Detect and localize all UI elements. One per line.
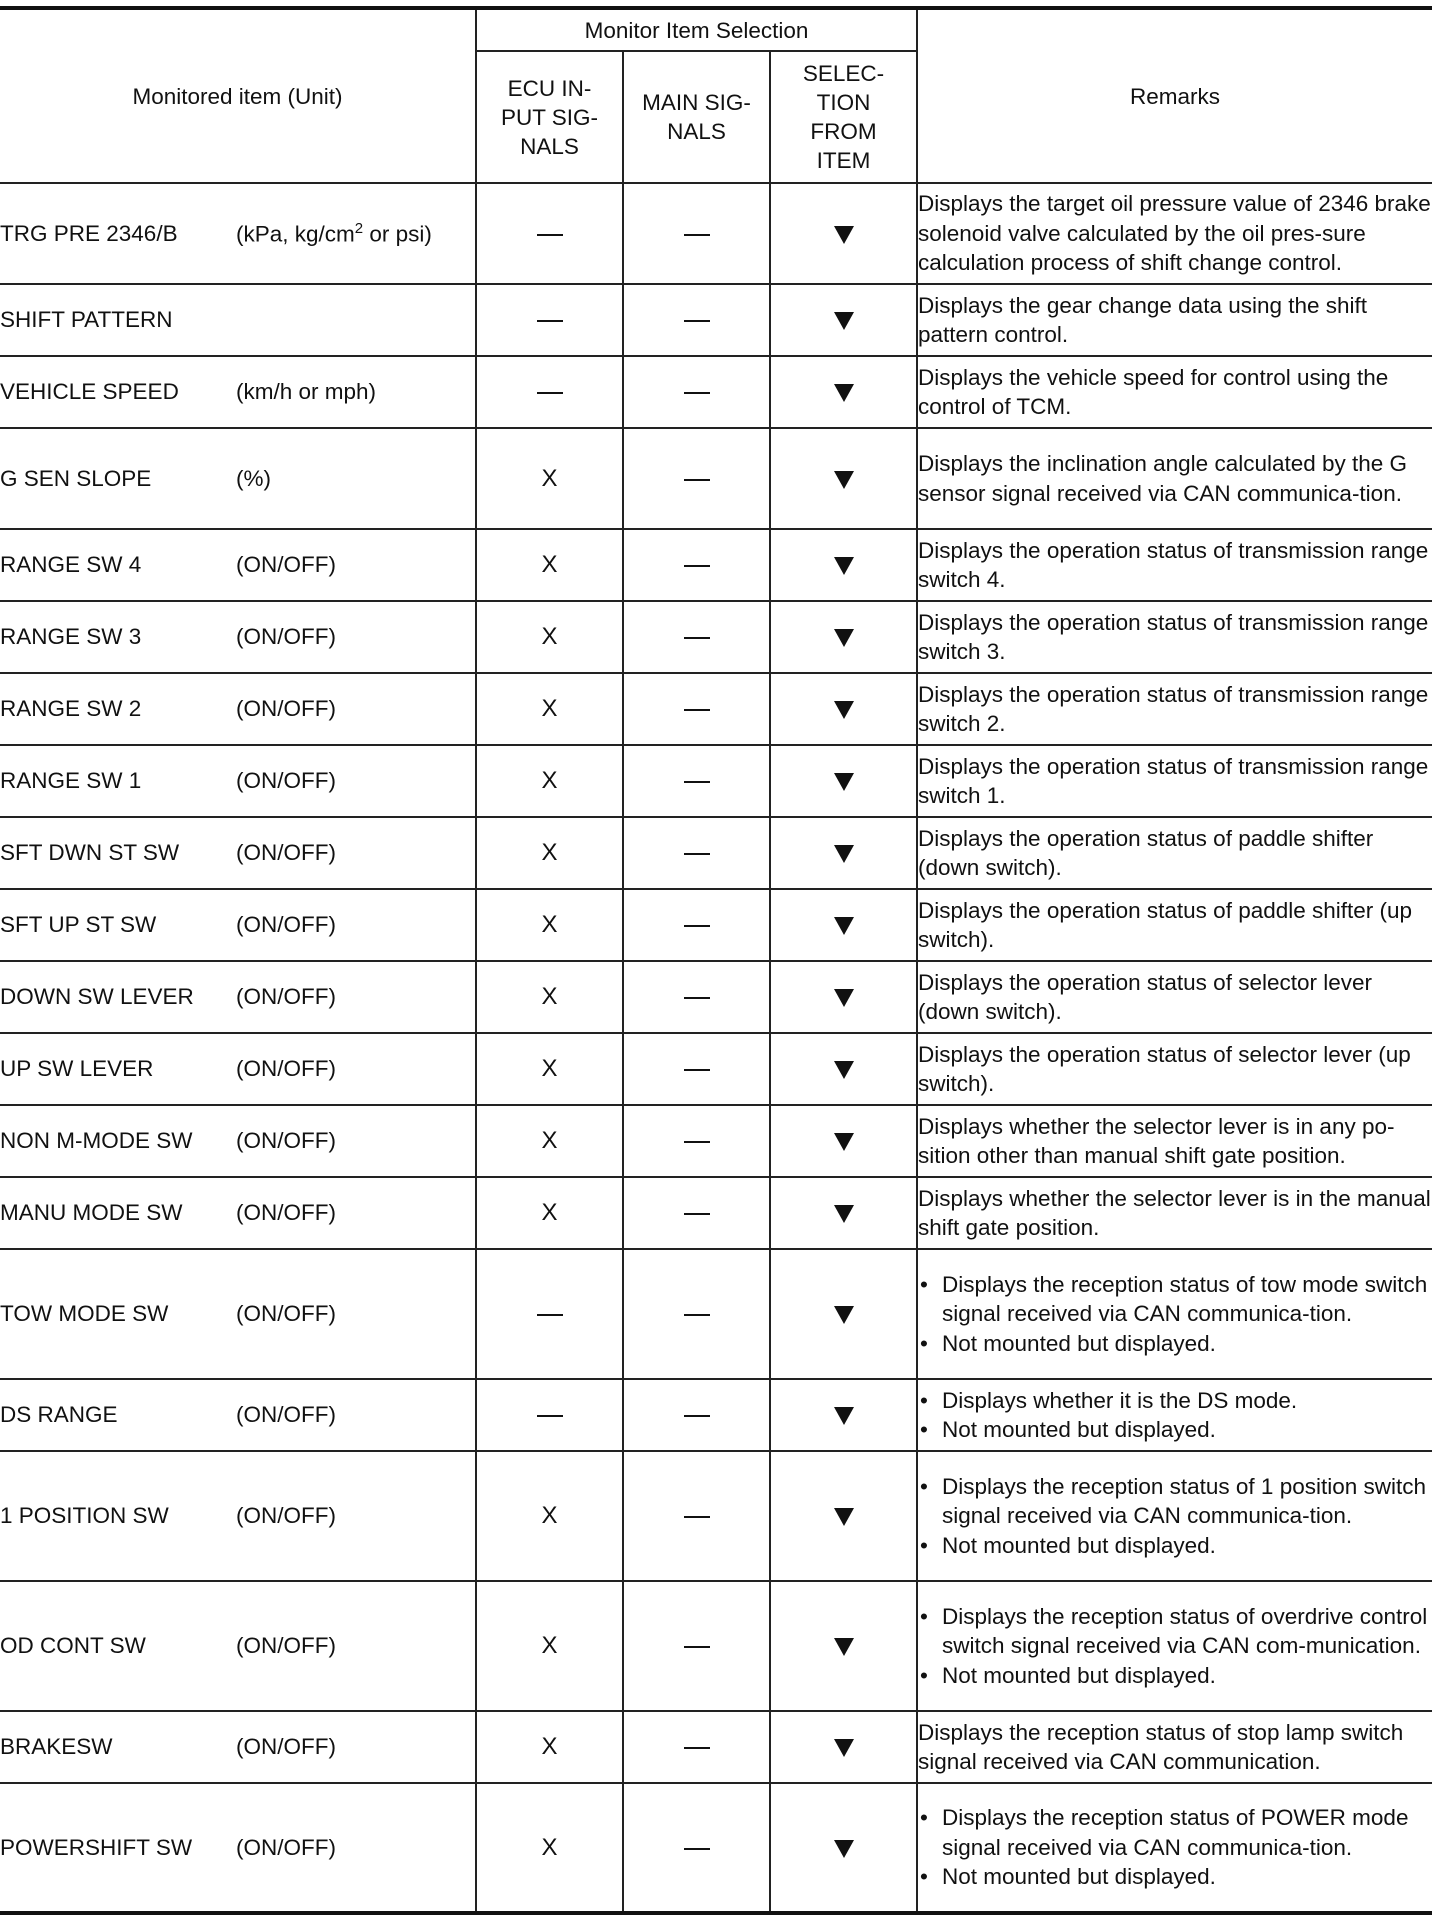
dash-icon	[684, 1213, 710, 1215]
remarks-cell	[917, 1711, 1432, 1783]
x-mark: X	[541, 983, 558, 1010]
ecu-input-mark	[476, 183, 623, 284]
unit-text: (ON/OFF)	[236, 624, 336, 649]
ecu-input-mark	[476, 1711, 623, 1783]
monitored-item-cell	[0, 1105, 476, 1177]
remarks-cell	[917, 1451, 1432, 1581]
selection-mark	[770, 428, 917, 529]
down-triangle-icon	[834, 989, 854, 1007]
item-unit	[236, 1503, 336, 1529]
selection-mark	[770, 1105, 917, 1177]
down-triangle-icon	[834, 1407, 854, 1425]
table-row	[0, 1105, 1432, 1177]
dash-icon	[684, 479, 710, 481]
item-unit	[236, 466, 271, 492]
table-row	[0, 1033, 1432, 1105]
main-signal-mark	[623, 356, 770, 428]
unit-text: (%)	[236, 465, 271, 491]
remarks-list	[918, 1270, 1432, 1359]
main-signal-mark	[623, 1379, 770, 1451]
item-name: TRG PRE 2346/B	[0, 221, 178, 247]
item-unit	[236, 984, 336, 1010]
remarks-text: Displays the gear change data using the shift pattern control.	[918, 292, 1368, 347]
down-triangle-icon	[834, 773, 854, 791]
remarks-list-item: • Not mounted but displayed.	[918, 1661, 1432, 1691]
header-selection-from-item: SELEC- TION FROM ITEM	[770, 51, 917, 183]
item-name: RANGE SW 2	[0, 696, 142, 721]
item-unit	[236, 552, 336, 578]
dash-icon	[684, 1314, 710, 1316]
unit-text: (ON/OFF)	[236, 1200, 336, 1225]
header-monitor-item-selection: Monitor Item Selection	[476, 8, 917, 51]
unit-text: (ON/OFF)	[236, 1633, 336, 1658]
remarks-cell	[917, 1105, 1432, 1177]
dash-icon	[684, 565, 710, 567]
main-signal-mark	[623, 1249, 770, 1379]
item-name: UP SW LEVER	[0, 1056, 154, 1081]
remarks-cell	[917, 1581, 1432, 1711]
dash-icon	[684, 1646, 710, 1648]
dash-icon	[684, 1516, 710, 1518]
remarks-list-item: • Not mounted but displayed.	[918, 1862, 1432, 1892]
dash-icon	[684, 997, 710, 999]
header-monitored-item: Monitored item (Unit)	[0, 8, 476, 183]
ecu-input-mark	[476, 1783, 623, 1913]
remarks-list-item: • Not mounted but displayed.	[918, 1531, 1432, 1561]
table-body	[0, 183, 1432, 1913]
main-signal-mark	[623, 601, 770, 673]
x-mark: X	[541, 911, 558, 938]
remarks-list-item: • Displays whether it is the DS mode.	[918, 1386, 1432, 1416]
monitored-item-cell	[0, 183, 476, 284]
main-signal-mark	[623, 1451, 770, 1581]
table-row	[0, 817, 1432, 889]
item-unit	[236, 1633, 336, 1659]
item-name: VEHICLE SPEED	[0, 379, 179, 404]
remarks-text: Displays the operation status of transmission range switch 4.	[918, 537, 1429, 592]
selection-mark	[770, 1711, 917, 1783]
dash-icon	[684, 1415, 710, 1417]
item-name: SHIFT PATTERN	[0, 307, 173, 332]
ecu-input-mark	[476, 529, 623, 601]
dash-icon	[684, 392, 710, 394]
remarks-cell	[917, 1177, 1432, 1249]
main-signal-mark	[623, 428, 770, 529]
monitored-item-cell	[0, 1711, 476, 1783]
item-unit	[236, 1301, 336, 1327]
unit-text: (ON/OFF)	[236, 1834, 336, 1860]
ecu-input-mark	[476, 1379, 623, 1451]
x-mark: X	[541, 551, 558, 578]
item-unit	[236, 1734, 336, 1760]
item-name: DOWN SW LEVER	[0, 984, 194, 1009]
ecu-input-mark	[476, 1249, 623, 1379]
item-unit	[236, 220, 432, 248]
monitored-item-cell	[0, 961, 476, 1033]
item-name: POWERSHIFT SW	[0, 1834, 193, 1860]
dash-icon	[537, 320, 563, 322]
down-triangle-icon	[834, 557, 854, 575]
remarks-list	[918, 1803, 1432, 1892]
selection-mark	[770, 1379, 917, 1451]
selection-mark	[770, 601, 917, 673]
down-triangle-icon	[834, 845, 854, 863]
monitored-item-cell	[0, 428, 476, 529]
selection-mark	[770, 356, 917, 428]
item-unit	[236, 840, 336, 866]
remarks-list-item: • Not mounted but displayed.	[918, 1415, 1432, 1445]
monitored-item-cell	[0, 1177, 476, 1249]
unit-text: (ON/OFF)	[236, 768, 336, 793]
remarks-text: Displays the reception status of stop lamp switch signal received via CAN communication.	[918, 1719, 1404, 1774]
monitored-item-cell	[0, 601, 476, 673]
remarks-cell	[917, 889, 1432, 961]
item-name: OD CONT SW	[0, 1633, 146, 1658]
monitored-item-cell	[0, 529, 476, 601]
remarks-cell	[917, 428, 1432, 529]
remarks-list	[918, 1472, 1432, 1561]
selection-mark	[770, 1033, 917, 1105]
item-unit	[236, 768, 336, 794]
table-header	[0, 8, 1432, 183]
main-signal-mark	[623, 817, 770, 889]
main-signal-mark	[623, 183, 770, 284]
dash-icon	[684, 320, 710, 322]
remarks-cell	[917, 1783, 1432, 1913]
table-row	[0, 889, 1432, 961]
unit-text: (ON/OFF)	[236, 1402, 336, 1427]
remarks-text: Displays the operation status of transmission range switch 3.	[918, 609, 1429, 664]
remarks-cell	[917, 284, 1432, 356]
down-triangle-icon	[834, 1508, 854, 1526]
down-triangle-icon	[834, 384, 854, 402]
monitored-item-cell	[0, 1379, 476, 1451]
monitored-item-cell	[0, 1033, 476, 1105]
unit-text: (ON/OFF)	[236, 1734, 336, 1759]
selection-mark	[770, 183, 917, 284]
dash-icon	[537, 392, 563, 394]
table-row	[0, 428, 1432, 529]
item-name: RANGE SW 1	[0, 768, 142, 793]
monitored-item-cell	[0, 1451, 476, 1581]
ecu-input-mark	[476, 1105, 623, 1177]
table-row	[0, 1249, 1432, 1379]
unit-text: (ON/OFF)	[236, 552, 336, 577]
unit-text: (km/h or mph)	[236, 379, 377, 404]
dash-icon	[684, 853, 710, 855]
item-unit	[236, 1402, 336, 1428]
remarks-cell	[917, 1379, 1432, 1451]
monitored-item-cell	[0, 745, 476, 817]
header-remarks: Remarks	[917, 8, 1432, 183]
ecu-input-mark	[476, 1451, 623, 1581]
ecu-input-mark	[476, 673, 623, 745]
item-name: G SEN SLOPE	[0, 465, 152, 491]
down-triangle-icon	[834, 1306, 854, 1324]
selection-mark	[770, 1177, 917, 1249]
unit-text-tail: or psi)	[363, 221, 432, 247]
main-signal-mark	[623, 1105, 770, 1177]
table-row	[0, 183, 1432, 284]
down-triangle-icon	[834, 226, 854, 244]
down-triangle-icon	[834, 917, 854, 935]
item-unit	[236, 696, 336, 722]
unit-text: (ON/OFF)	[236, 1056, 336, 1081]
dash-icon	[537, 1314, 563, 1316]
remarks-list	[918, 1386, 1432, 1445]
ecu-input-mark	[476, 1177, 623, 1249]
table-row	[0, 529, 1432, 601]
unit-text: (ON/OFF)	[236, 984, 336, 1009]
unit-text: (ON/OFF)	[236, 840, 336, 865]
main-signal-mark	[623, 1581, 770, 1711]
remarks-cell	[917, 183, 1432, 284]
down-triangle-icon	[834, 1133, 854, 1151]
ecu-input-mark	[476, 1033, 623, 1105]
item-unit	[236, 1056, 336, 1082]
item-unit	[236, 912, 336, 938]
monitored-item-cell	[0, 889, 476, 961]
unit-text: (ON/OFF)	[236, 1128, 336, 1153]
item-unit	[236, 1128, 336, 1154]
x-mark: X	[541, 1127, 558, 1154]
x-mark: X	[541, 767, 558, 794]
selection-mark	[770, 961, 917, 1033]
remarks-cell	[917, 529, 1432, 601]
item-unit	[236, 379, 376, 405]
remarks-text: Displays the inclination angle calculated by the G sensor signal received via CAN communica-tion.	[918, 451, 1408, 506]
down-triangle-icon	[834, 1061, 854, 1079]
dash-icon	[684, 1069, 710, 1071]
item-name: 1 POSITION SW	[0, 1503, 169, 1528]
dash-icon	[684, 709, 710, 711]
remarks-text: Displays the vehicle speed for control using the control of TCM.	[918, 364, 1389, 419]
dash-icon	[684, 1747, 710, 1749]
down-triangle-icon	[834, 1205, 854, 1223]
x-mark: X	[541, 1833, 558, 1861]
down-triangle-icon	[834, 1739, 854, 1757]
table-row	[0, 1783, 1432, 1913]
dash-icon	[684, 925, 710, 927]
down-triangle-icon	[834, 471, 854, 489]
remarks-cell	[917, 1249, 1432, 1379]
remarks-text: Displays the operation status of transmission range switch 2.	[918, 681, 1429, 736]
item-name: RANGE SW 4	[0, 552, 142, 577]
item-unit	[236, 1200, 336, 1226]
remarks-list-item: • Not mounted but displayed.	[918, 1329, 1432, 1359]
unit-text: (ON/OFF)	[236, 1301, 336, 1326]
header-main-signals: MAIN SIG- NALS	[623, 51, 770, 183]
remarks-cell	[917, 1033, 1432, 1105]
remarks-text: Displays the operation status of transmission range switch 1.	[918, 753, 1429, 808]
remarks-list-item: • Displays the reception status of POWER mode signal received via CAN communica-tion.	[918, 1803, 1432, 1862]
item-name: NON M-MODE SW	[0, 1128, 193, 1153]
down-triangle-icon	[834, 312, 854, 330]
remarks-text: Displays the operation status of selector lever (up switch).	[918, 1041, 1411, 1096]
x-mark: X	[541, 623, 558, 650]
remarks-cell	[917, 745, 1432, 817]
ecu-input-mark	[476, 601, 623, 673]
main-signal-mark	[623, 1177, 770, 1249]
selection-mark	[770, 817, 917, 889]
monitored-item-cell	[0, 1581, 476, 1711]
down-triangle-icon	[834, 701, 854, 719]
main-signal-mark	[623, 961, 770, 1033]
x-mark: X	[541, 1199, 558, 1226]
table-row	[0, 1711, 1432, 1783]
remarks-cell	[917, 356, 1432, 428]
ecu-input-mark	[476, 817, 623, 889]
selection-mark	[770, 1581, 917, 1711]
dash-icon	[684, 1848, 710, 1850]
main-signal-mark	[623, 673, 770, 745]
main-signal-mark	[623, 529, 770, 601]
x-mark: X	[541, 1733, 558, 1760]
item-name: TOW MODE SW	[0, 1301, 169, 1326]
unit-text: (ON/OFF)	[236, 696, 336, 721]
remarks-text: Displays whether the selector lever is in the manual shift gate position.	[918, 1185, 1431, 1240]
item-name: MANU MODE SW	[0, 1200, 183, 1225]
table-row	[0, 1177, 1432, 1249]
table-row	[0, 745, 1432, 817]
monitored-item-cell	[0, 284, 476, 356]
ecu-input-mark	[476, 284, 623, 356]
item-name: RANGE SW 3	[0, 624, 142, 649]
header-ecu-input-signals: ECU IN- PUT SIG- NALS	[476, 51, 623, 183]
remarks-cell	[917, 673, 1432, 745]
x-mark: X	[541, 1055, 558, 1082]
remarks-cell	[917, 817, 1432, 889]
item-unit	[236, 1835, 336, 1861]
table-row	[0, 961, 1432, 1033]
item-name: BRAKESW	[0, 1734, 113, 1759]
ecu-input-mark	[476, 1581, 623, 1711]
unit-text: (kPa, kg/cm	[236, 221, 355, 247]
item-name: SFT UP ST SW	[0, 912, 157, 937]
unit-superscript: 2	[354, 219, 364, 237]
monitored-item-cell	[0, 673, 476, 745]
ecu-input-mark	[476, 428, 623, 529]
remarks-text: Displays the operation status of paddle shifter (down switch).	[918, 825, 1374, 880]
main-signal-mark	[623, 284, 770, 356]
x-mark: X	[541, 464, 558, 492]
unit-text: (ON/OFF)	[236, 912, 336, 937]
dash-icon	[684, 781, 710, 783]
monitor-item-table	[0, 6, 1432, 1915]
table-row	[0, 1451, 1432, 1581]
item-name: DS RANGE	[0, 1402, 118, 1427]
x-mark: X	[541, 695, 558, 722]
selection-mark	[770, 529, 917, 601]
monitored-item-cell	[0, 1783, 476, 1913]
selection-mark	[770, 1783, 917, 1913]
table-row	[0, 356, 1432, 428]
item-unit	[236, 624, 336, 650]
ecu-input-mark	[476, 745, 623, 817]
table-row	[0, 1379, 1432, 1451]
dash-icon	[537, 1415, 563, 1417]
remarks-list-item: • Displays the reception status of 1 position switch signal received via CAN communica-tion.	[918, 1472, 1432, 1531]
dash-icon	[684, 637, 710, 639]
remarks-list-item: • Displays the reception status of overdrive control switch signal received via CAN com-munication.	[918, 1602, 1432, 1661]
main-signal-mark	[623, 745, 770, 817]
dash-icon	[684, 1141, 710, 1143]
table-row	[0, 284, 1432, 356]
table-row	[0, 601, 1432, 673]
selection-mark	[770, 673, 917, 745]
monitored-item-cell	[0, 1249, 476, 1379]
ecu-input-mark	[476, 889, 623, 961]
down-triangle-icon	[834, 1638, 854, 1656]
remarks-text: Displays the operation status of paddle shifter (up switch).	[918, 897, 1413, 952]
monitored-item-cell	[0, 356, 476, 428]
selection-mark	[770, 1249, 917, 1379]
down-triangle-icon	[834, 1840, 854, 1858]
table-row	[0, 1581, 1432, 1711]
main-signal-mark	[623, 889, 770, 961]
table-row	[0, 673, 1432, 745]
remarks-text: Displays the operation status of selector lever (down switch).	[918, 969, 1372, 1024]
monitored-item-cell	[0, 817, 476, 889]
dash-icon	[537, 234, 563, 236]
ecu-input-mark	[476, 356, 623, 428]
main-signal-mark	[623, 1711, 770, 1783]
main-signal-mark	[623, 1783, 770, 1913]
remarks-cell	[917, 961, 1432, 1033]
main-signal-mark	[623, 1033, 770, 1105]
remarks-text: Displays the target oil pressure value of 2346 brake solenoid valve calculated by the oil pres-sure calculation process of shift change control.	[918, 191, 1431, 276]
down-triangle-icon	[834, 629, 854, 647]
x-mark: X	[541, 1632, 558, 1659]
remarks-list-item: • Displays the reception status of tow mode switch signal received via CAN communica-tion.	[918, 1270, 1432, 1329]
remarks-text: Displays whether the selector lever is in any po-sition other than manual shift gate position.	[918, 1113, 1395, 1168]
selection-mark	[770, 745, 917, 817]
selection-mark	[770, 284, 917, 356]
x-mark: X	[541, 839, 558, 866]
ecu-input-mark	[476, 961, 623, 1033]
remarks-cell	[917, 601, 1432, 673]
x-mark: X	[541, 1502, 558, 1529]
selection-mark	[770, 1451, 917, 1581]
unit-text: (ON/OFF)	[236, 1503, 336, 1528]
selection-mark	[770, 889, 917, 961]
dash-icon	[684, 234, 710, 236]
remarks-list	[918, 1602, 1432, 1691]
item-name: SFT DWN ST SW	[0, 840, 180, 865]
